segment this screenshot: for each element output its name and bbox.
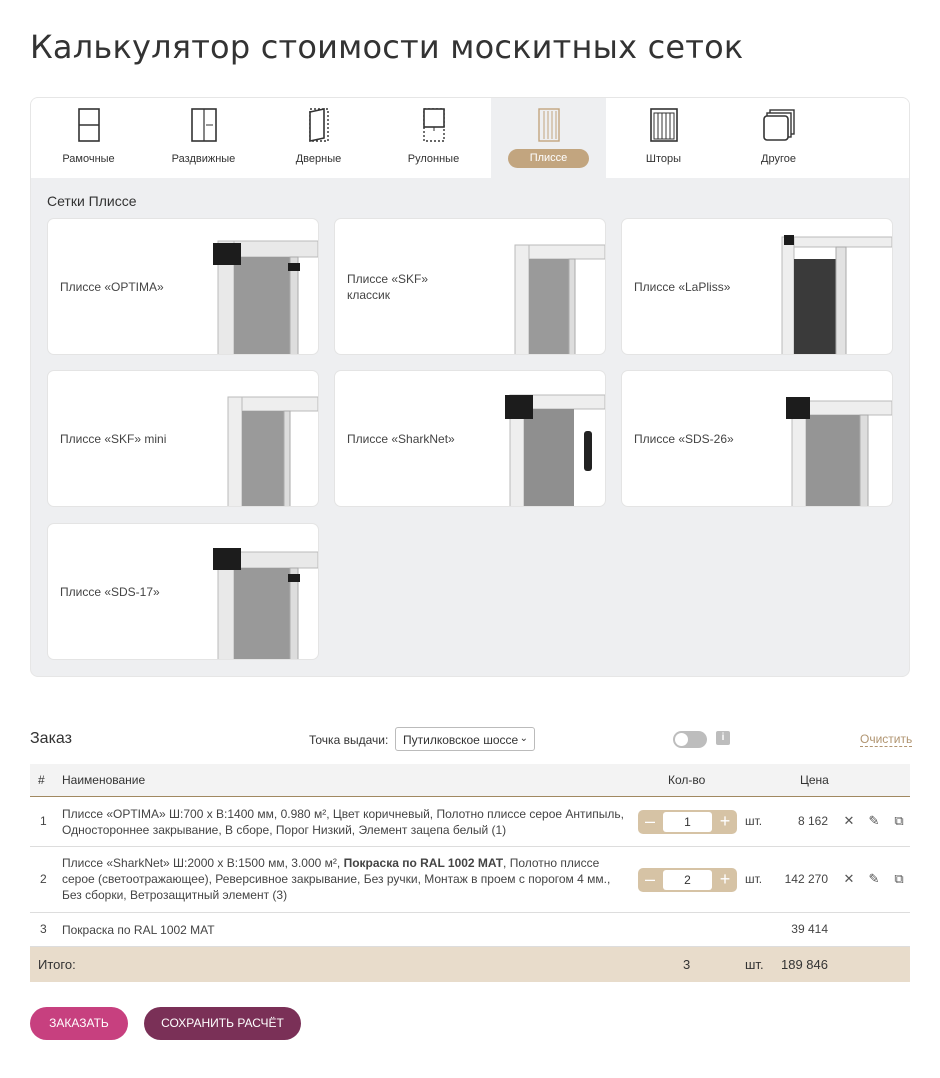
row-num: 2 (40, 872, 47, 886)
product-name: Плиссе «OPTIMA» (60, 279, 164, 294)
toggle-switch[interactable] (673, 731, 707, 748)
door-net-icon (308, 108, 330, 142)
table-row (30, 913, 910, 947)
row-name-text: Покраска по RAL 1002 MAT (62, 923, 215, 937)
pickup-select[interactable] (395, 727, 535, 751)
minus-button[interactable]: – (644, 869, 655, 889)
row-unit: шт. (745, 872, 763, 886)
delete-icon[interactable]: ✕ (843, 871, 855, 886)
row-unit: шт. (745, 814, 763, 828)
page-title: Калькулятор стоимости москитных сеток (30, 28, 744, 66)
quantity-input[interactable]: 1 (663, 812, 712, 832)
table-row (30, 797, 910, 847)
quantity-stepper (638, 810, 737, 834)
minus-button[interactable]: – (644, 811, 655, 831)
row-price: 39 414 (791, 922, 828, 936)
product-card[interactable] (47, 218, 319, 355)
sliding-net-icon (191, 108, 217, 142)
plus-button[interactable]: + (719, 811, 731, 831)
tab-label: Рамочные (62, 153, 115, 165)
tab-pleated[interactable] (491, 98, 606, 178)
row-name-bold: Покраска по RAL 1002 MAT (343, 856, 504, 870)
product-name: Плиссе «LaPliss» (634, 279, 731, 294)
product-card[interactable] (621, 218, 893, 355)
total-row (30, 947, 910, 982)
col-price: Цена (800, 773, 829, 787)
row-num: 1 (40, 814, 47, 828)
tab-other[interactable] (721, 98, 836, 178)
total-price: 189 846 (781, 957, 828, 972)
total-unit: шт. (745, 957, 764, 972)
product-name: Плиссе «SKF» mini (60, 431, 167, 446)
row-num: 3 (40, 922, 47, 936)
delete-icon[interactable]: ✕ (843, 813, 855, 828)
curtain-net-icon (650, 108, 678, 142)
quantity-input[interactable]: 2 (663, 870, 712, 890)
info-icon[interactable]: i (716, 731, 730, 745)
edit-icon[interactable]: ✎ (868, 871, 880, 886)
product-card[interactable] (621, 370, 893, 507)
total-label: Итого: (38, 957, 76, 972)
row-name-text: , Полотно плиссе серое (светоотражающее), Реверсивное закрывание, Без ручки, Монтаж в проем с порогом 4 мм., Без сборки, Ветрозащитный элемент (3) (62, 856, 611, 902)
product-card[interactable] (47, 370, 319, 507)
clear-link[interactable]: Очистить (860, 732, 913, 746)
row-name (62, 922, 632, 938)
col-qty: Кол-во (668, 773, 706, 787)
tab-label: Плиссе (508, 149, 589, 168)
tab-curtain[interactable] (606, 98, 721, 178)
edit-icon[interactable]: ✎ (868, 813, 880, 828)
product-image (762, 219, 892, 355)
col-num: # (38, 773, 45, 787)
product-card[interactable] (334, 218, 606, 355)
row-name (62, 806, 632, 838)
table-row (30, 847, 910, 913)
product-card[interactable] (47, 523, 319, 660)
pickup-value: Путилковское шоссе (403, 733, 519, 747)
order-button[interactable]: ЗАКАЗАТЬ (30, 1007, 128, 1040)
product-name: Плиссе «SDS-26» (634, 431, 734, 446)
save-calculation-button[interactable]: СОХРАНИТЬ РАСЧЁТ (144, 1007, 301, 1040)
roll-net-icon (423, 108, 445, 142)
row-name-text: Плиссе «SharkNet» Ш:2000 x В:1500 мм, 3.000 м², (62, 856, 344, 870)
pickup-label: Точка выдачи: (309, 733, 389, 747)
chevron-down-icon: ⌄ (519, 733, 528, 744)
frame-net-icon (78, 108, 100, 142)
plus-button[interactable]: + (719, 869, 731, 889)
product-image (772, 371, 892, 507)
tab-roll[interactable] (376, 98, 491, 178)
tab-label: Раздвижные (171, 153, 236, 165)
row-name (62, 855, 632, 903)
order-title: Заказ (30, 730, 72, 747)
row-name-text: Плиссе «OPTIMA» Ш:700 x В:1400 мм, 0.980 м², Цвет коричневый, Полотно плиссе серое Антипыль, Одностороннее закрывание, В сборе, Порог Низкий, Элемент зацепа белый (1) (62, 807, 624, 837)
product-image (198, 524, 318, 660)
product-name: Плиссе «SKF» классик (347, 271, 429, 302)
product-image (198, 219, 318, 355)
quantity-stepper (638, 868, 737, 892)
product-image (490, 371, 605, 507)
tab-label: Другое (761, 153, 796, 165)
product-image (208, 371, 318, 507)
tab-label: Шторы (645, 153, 682, 165)
tab-frame[interactable] (31, 98, 146, 178)
section-title: Сетки Плиссе (47, 193, 137, 209)
product-name: Плиссе «SDS-17» (60, 584, 160, 599)
copy-icon[interactable]: ⧉ (894, 813, 904, 828)
tab-sliding[interactable] (146, 98, 261, 178)
col-name: Наименование (62, 773, 146, 787)
tab-label: Дверные (295, 153, 342, 165)
calculator-panel (30, 97, 910, 677)
category-tabs (31, 98, 910, 178)
row-price: 8 162 (797, 814, 828, 828)
copy-icon[interactable]: ⧉ (894, 871, 904, 886)
row-price: 142 270 (784, 872, 828, 886)
tab-label: Рулонные (407, 153, 460, 165)
pleated-net-icon (538, 108, 560, 142)
product-card[interactable] (334, 370, 606, 507)
table-header (30, 764, 910, 797)
product-name: Плиссе «SharkNet» (347, 431, 455, 446)
product-image (495, 219, 605, 355)
other-net-icon (762, 108, 796, 142)
total-qty: 3 (683, 957, 691, 972)
order-table (30, 764, 910, 982)
tab-door[interactable] (261, 98, 376, 178)
